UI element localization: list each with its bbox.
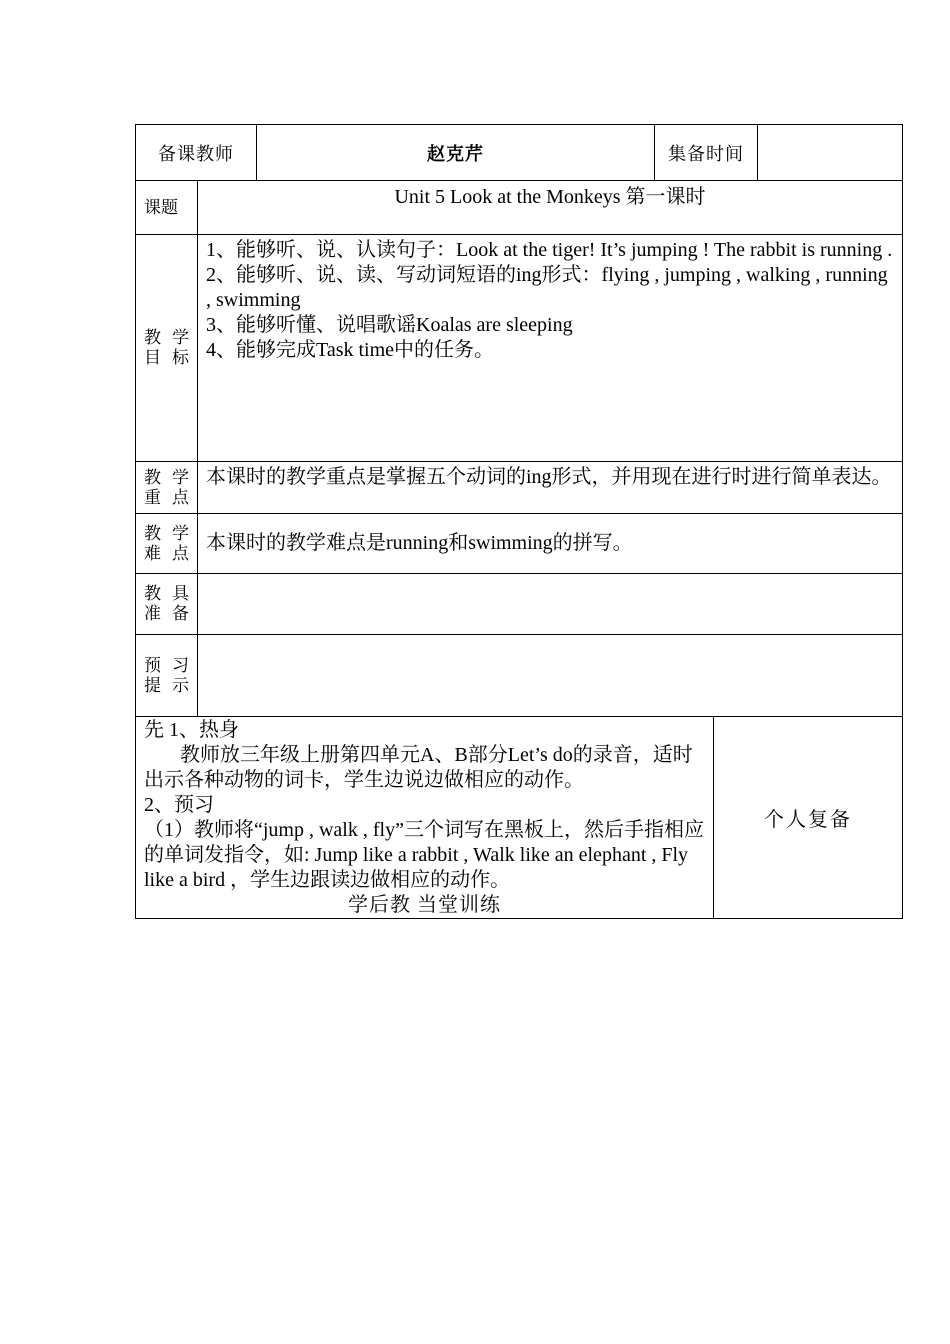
goal-item-1: 1、能够听、说、认读句子：Look at the tiger! It’s jumping ! The rabbit is running . — [206, 239, 893, 261]
difficulties-label: 教 学 难点 — [136, 514, 198, 574]
procedure-content — [136, 717, 714, 919]
tools-content — [198, 574, 903, 635]
goals-label: 教 学 目标 — [136, 235, 198, 462]
tools-label: 教 具 准备 — [136, 574, 198, 635]
tools-row — [136, 574, 903, 635]
teacher-label: 备课教师 — [136, 125, 257, 181]
preview-content — [198, 635, 903, 717]
key-points-row — [136, 462, 903, 514]
goals-content — [198, 235, 903, 462]
procedure-line-4: （1）教师将“jump , walk , fly”三个词写在黑板上，然后手指相应的单词发指令，如: Jump like a rabbit , Walk like an elephant , Fly like a bird ，学生边跟读边做相应的动作。 — [144, 819, 704, 891]
topic-row — [136, 181, 903, 235]
procedure-row — [136, 717, 903, 919]
difficulties-content: 本课时的教学难点是running和swimming的拼写。 — [198, 514, 903, 574]
teacher-name: 赵克芹 — [257, 125, 655, 181]
key-points-content: 本课时的教学重点是掌握五个动词的ing形式，并用现在进行时进行简单表达。 — [198, 462, 903, 514]
key-points-label: 教 学 重点 — [136, 462, 198, 514]
prep-time-label: 集备时间 — [655, 125, 758, 181]
procedure-line-1: 先 1、热身 — [144, 719, 239, 741]
personal-review-label: 个人复备 — [714, 717, 903, 919]
procedure-line-3: 2、预习 — [144, 794, 214, 816]
goal-item-2: 2、能够听、说、读、写动词短语的ing形式：flying , jumping , walking , running , swimming — [206, 264, 888, 311]
preview-label: 预 习 提示 — [136, 635, 198, 717]
goal-item-4: 4、能够完成Task time中的任务。 — [206, 339, 495, 361]
difficulties-row — [136, 514, 903, 574]
preview-row — [136, 635, 903, 717]
goal-item-3: 3、能够听懂、说唱歌谣Koalas are sleeping — [206, 314, 573, 336]
procedure-line-2: 教师放三年级上册第四单元A、B部分Let’s do的录音，适时出示各种动物的词卡，学生边说边做相应的动作。 — [144, 744, 693, 791]
procedure-line-5: 学后教 当堂训练 — [348, 894, 501, 916]
topic-label: 课题 — [136, 181, 198, 235]
topic-title: Unit 5 Look at the Monkeys 第一课时 — [198, 181, 903, 235]
header-row — [136, 125, 903, 181]
lesson-plan-table — [135, 124, 903, 919]
prep-time-value — [758, 125, 903, 181]
goals-row — [136, 235, 903, 462]
